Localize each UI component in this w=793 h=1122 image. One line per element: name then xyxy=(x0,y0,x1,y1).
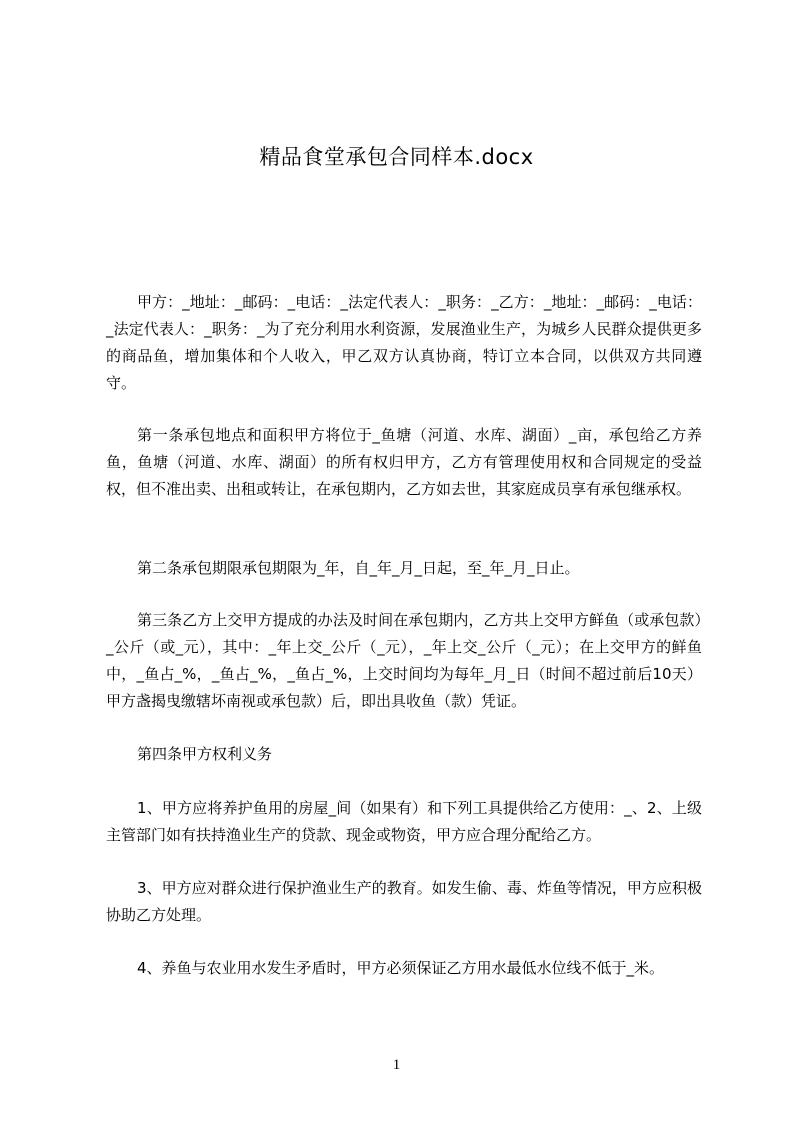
paragraph-article-2: 第二条承包期限承包期限为_年，自_年_月_日起，至_年_月_日止。 xyxy=(137,559,580,577)
paragraph-article-1: 第一条承包地点和面积甲方将位于_鱼塘（河道、水库、湖面）_亩，承包给乙方养鱼，鱼塘（河道、水库、湖面）的所有权归甲方，乙方有管理使用权和合同规定的受益权，但不准出卖、出租或转让，在承包期内，乙方如去世，其家庭成员享有承包继承权。 xyxy=(106,426,702,498)
paragraph-clause-1: 1、甲方应将养护鱼用的房屋_间（如果有）和下列工具提供给乙方使用：_、2、上级主管部门如有扶持渔业生产的贷款、现金或物资，甲方应合理分配给乙方。 xyxy=(106,799,702,844)
paragraph-article-3: 第三条乙方上交甲方提成的办法及时间在承包期内，乙方共上交甲方鲜鱼（或承包款）_公斤（或_元），其中：_年上交_公斤（_元），_年上交_公斤（_元）；在上交甲方的鲜鱼中，_鱼占_%，_鱼占_%，_鱼占_%，上交时间均为每年_月_日（时间不超过前后10天）甲方盏揭曳缴辖坏南视或承包款）后，即出具收鱼（款）凭证。 xyxy=(106,611,702,710)
page-number: 1 xyxy=(392,1057,401,1073)
paragraph-parties: 甲方：_地址：_邮码：_电话：_法定代表人：_职务：_乙方：_地址：_邮码：_电话：_法定代表人：_职务：_为了充分利用水利资源，发展渔业生产，为城乡人民群众提供更多的商品鱼，增加集体和个人收入，甲乙双方认真协商，特订立本合同，以供双方共同遵守。 xyxy=(106,293,702,392)
paragraph-clause-4: 4、养鱼与农业用水发生矛盾时，甲方必须保证乙方用水最低水位线不低于_米。 xyxy=(137,959,665,977)
paragraph-article-4-heading: 第四条甲方权利义务 xyxy=(137,745,273,763)
paragraph-clause-3: 3、甲方应对群众进行保护渔业生产的教育。如发生偷、毒、炸鱼等情况，甲方应积极协助乙方处理。 xyxy=(106,879,702,924)
document-title: 精品食堂承包合同样本.docx xyxy=(259,145,534,169)
